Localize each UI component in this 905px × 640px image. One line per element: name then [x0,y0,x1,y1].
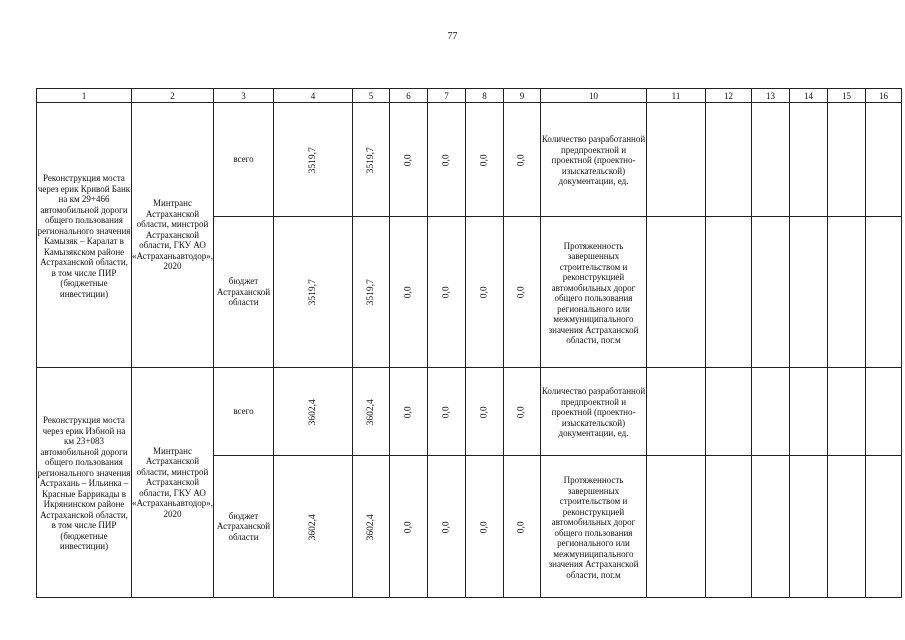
value: 0,0 [441,406,452,418]
value: 3519,7 [307,279,318,306]
header-cell: 4 [274,89,353,103]
empty-cell [647,103,706,217]
empty-cell [647,217,706,368]
indicator-text: Протяженность завершенных строительством и реконструкцией автомобильных дорог общего пользования регионального или межмуниципального значения Астраханской области, пог.м [548,475,639,580]
empty-cell [790,103,828,217]
empty-cell [790,456,828,598]
value: 3602,4 [307,398,318,426]
project-name: Реконструкция моста через ерик Кривой Банк на км 29+466 автомобильной дороги общего пользования регионального значения Камызяк – Каралат в Камызякском районе Астраханской области, в том числе ПИР (бюджетные инвестиции) [37,173,131,299]
empty-cell [706,368,752,456]
value: 0,0 [403,154,414,166]
page-number: 77 [447,31,458,42]
funding-source: бюджет Астраханской области [214,456,274,598]
project-name: Реконструкция моста через ерик Избной на км 23+083 автомобильной дороги общего пользования регионального значения Астрахань – Ильинка – Красные Баррикады в Икрянинском районе Астраханской области, в том числе ПИР (бюджетные инвестиции) [37,415,131,552]
indicator-cell [541,103,647,217]
project-name-cell [37,103,132,368]
empty-cell [828,217,866,368]
header-cell: 11 [647,89,706,103]
header-cell: 12 [706,89,752,103]
value: 0,0 [441,286,452,299]
empty-cell [866,368,902,456]
responsible-cell [132,103,214,368]
value-cell [504,103,541,217]
header-cell: 6 [390,89,428,103]
header-row [37,89,902,103]
value: 0,0 [441,154,452,166]
empty-cell [706,217,752,368]
project-name-cell [37,368,132,598]
empty-cell [790,217,828,368]
header-cell: 13 [752,89,790,103]
value-cell [504,368,541,456]
header-cell: 3 [214,89,274,103]
value-cell [390,368,428,456]
value: 3602,4 [365,398,376,426]
empty-cell [752,456,790,598]
empty-cell [790,368,828,456]
indicator-text: Протяженность завершенных строительством и реконструкцией автомобильных дорог общего пользования регионального или межмуниципального значения Астраханской области, пог.м [548,240,639,345]
value-cell [274,217,353,368]
header-cell: 15 [828,89,866,103]
value-cell [428,368,466,456]
value-cell [390,103,428,217]
value-cell [504,456,541,598]
empty-cell [752,368,790,456]
header-cell: 9 [504,89,541,103]
value: 0,0 [479,286,490,299]
indicator-cell [541,217,647,368]
value: 3519,7 [365,146,376,174]
header-cell: 16 [866,89,902,103]
header-cell: 2 [132,89,214,103]
value: 0,0 [441,521,452,533]
value-cell [390,217,428,368]
value: 0,0 [479,406,490,418]
value: 0,0 [403,286,414,299]
value-cell [353,368,390,456]
value: 0,0 [516,406,527,418]
responsible-text: Минтранс Астраханской области, минстрой Астраханской области, ГКУ АО «Астраханьавтодор», 2020 [132,445,214,519]
value-cell [353,456,390,598]
value: 0,0 [479,154,490,166]
value-cell [274,103,353,217]
table-row [37,103,902,217]
indicator-cell [541,368,647,456]
value: 0,0 [403,521,414,533]
value-cell [466,368,504,456]
program-table [36,88,902,598]
indicator-text: Количество разработанной предпроектной и проектной (проектно-изыскательской) документации, ед. [541,134,646,187]
funding-source: бюджет Астраханской области [214,217,274,368]
header-cell: 14 [790,89,828,103]
empty-cell [866,456,902,598]
value: 0,0 [516,521,527,533]
value-cell [428,217,466,368]
value-cell [274,368,353,456]
funding-source: всего [214,368,274,456]
empty-cell [647,368,706,456]
value-cell [274,456,353,598]
funding-source: всего [214,103,274,217]
value: 3519,7 [365,279,376,306]
responsible-cell [132,368,214,598]
empty-cell [828,103,866,217]
empty-cell [866,103,902,217]
header-cell: 1 [37,89,132,103]
value-cell [466,217,504,368]
value-cell [428,103,466,217]
value-cell [428,456,466,598]
value: 0,0 [516,154,527,166]
empty-cell [706,456,752,598]
header-cell: 8 [466,89,504,103]
value-cell [390,456,428,598]
table-row [37,368,902,456]
empty-cell [706,103,752,217]
header-cell: 7 [428,89,466,103]
value: 0,0 [516,286,527,299]
header-cell: 5 [353,89,390,103]
value-cell [353,217,390,368]
value-cell [466,456,504,598]
value: 0,0 [403,406,414,418]
value: 3602,4 [365,513,376,541]
value: 0,0 [479,521,490,533]
value: 3602,4 [307,513,318,541]
empty-cell [752,103,790,217]
indicator-text: Количество разработанной предпроектной и проектной (проектно-изыскательской) документации, ед. [541,386,646,439]
header-cell: 10 [541,89,647,103]
empty-cell [828,368,866,456]
responsible-text: Минтранс Астраханской области, минстрой Астраханской области, ГКУ АО «Астраханьавтодор», 2020 [132,198,214,272]
empty-cell [752,217,790,368]
value: 3519,7 [307,146,318,174]
indicator-cell [541,456,647,598]
empty-cell [647,456,706,598]
value-cell [504,217,541,368]
value-cell [466,103,504,217]
empty-cell [866,217,902,368]
empty-cell [828,456,866,598]
value-cell [353,103,390,217]
